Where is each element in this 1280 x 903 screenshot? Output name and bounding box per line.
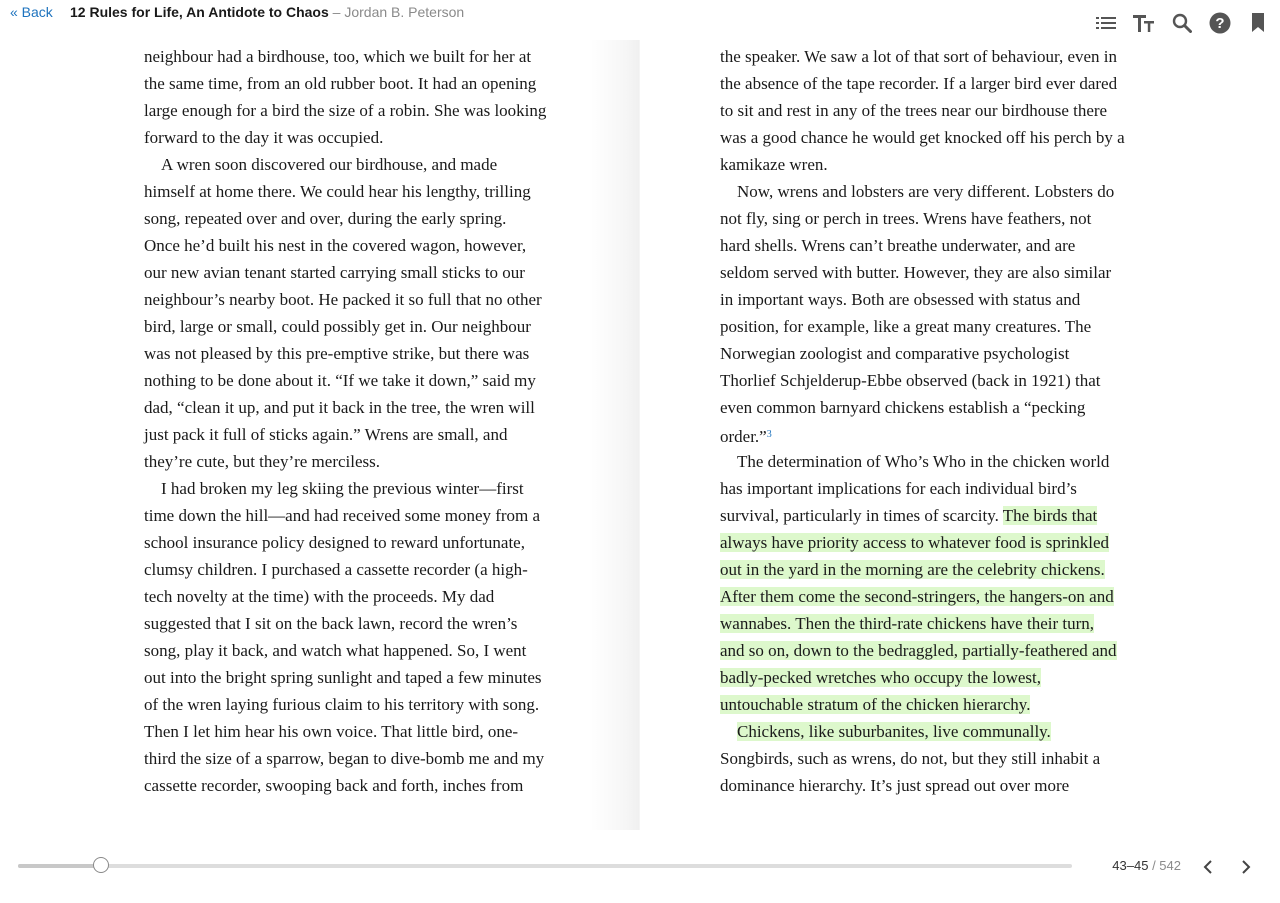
- text-line: seldom served with butter. However, they are also similar: [720, 263, 1112, 282]
- chevron-right-icon: [1240, 859, 1252, 875]
- help-icon[interactable]: [1208, 11, 1232, 35]
- text-line: of the wren laying furious claim to his territory with song.: [144, 695, 540, 714]
- text-line: the speaker. We saw a lot of that sort of behaviour, even in: [720, 47, 1118, 66]
- text-line: clumsy children. I purchased a cassette recorder (a high-: [144, 560, 528, 579]
- next-page-button[interactable]: [1234, 855, 1258, 879]
- highlighted-text[interactable]: wannabes. Then the third-rate chickens have their turn,: [720, 614, 1095, 633]
- highlighted-text[interactable]: Chickens, like suburbanites, live communally.: [737, 722, 1051, 741]
- highlighted-line: [720, 529, 1140, 556]
- text-line: suggested that I sit on the back lawn, record the wren’s: [144, 614, 518, 633]
- svg-text:?: ?: [1215, 15, 1225, 32]
- page-gutter-shadow: [590, 40, 640, 830]
- footnote-ref-link[interactable]: 3: [766, 429, 772, 440]
- book-author: Jordan B. Peterson: [344, 4, 465, 20]
- footnote-line-text: order.”: [720, 427, 767, 446]
- highlighted-text[interactable]: out in the yard in the morning are the celebrity chickens.: [720, 560, 1105, 579]
- text-line: not fly, sing or perch in trees. Wrens have feathers, not: [720, 209, 1092, 228]
- text-line: forward to the day it was occupied.: [144, 128, 384, 147]
- text-line: was not pleased by this pre-emptive strike, but there was: [144, 344, 530, 363]
- book-title-bar: [70, 4, 464, 20]
- highlighted-text[interactable]: The birds that: [1002, 506, 1098, 525]
- text-line: time down the hill—and had received some money from a: [144, 506, 541, 525]
- highlighted-line: [720, 610, 1140, 637]
- mixed-highlight-line: [720, 502, 1140, 529]
- highlighted-text[interactable]: After them come the second-stringers, the hangers-on and: [720, 587, 1114, 606]
- page-separator: /: [1148, 858, 1160, 873]
- text-line: hard shells. Wrens can’t breathe underwater, and are: [720, 236, 1076, 255]
- text-line: A wren soon discovered our birdhouse, and made: [144, 155, 498, 174]
- reading-progress-slider[interactable]: [18, 864, 1072, 868]
- text-line: they’re cute, but they’re merciless.: [144, 452, 381, 471]
- text-line: dominance hierarchy. It’s just spread out over more: [720, 776, 1070, 795]
- text-segment: survival, particularly in times of scarcity.: [720, 506, 1003, 525]
- table-of-contents-icon[interactable]: [1094, 11, 1118, 35]
- text-line: song, play it back, and watch what happened. So, I went: [144, 641, 527, 660]
- text-line: out into the bright spring sunlight and taped a few minutes: [144, 668, 542, 687]
- text-line: himself at home there. We could hear his lengthy, trilling: [144, 182, 531, 201]
- highlighted-line: [720, 556, 1140, 583]
- text-line: was a good chance he would get knocked off his perch by a: [720, 128, 1125, 147]
- book-title: 12 Rules for Life, An Antidote to Chaos: [70, 4, 329, 20]
- highlighted-line: [720, 637, 1140, 664]
- font-size-icon[interactable]: [1132, 11, 1156, 35]
- text-line: Songbirds, such as wrens, do not, but they still inhabit a: [720, 749, 1101, 768]
- highlighted-line: [720, 718, 1140, 745]
- progress-fill: [18, 864, 101, 868]
- text-line: in important ways. Both are obsessed with status and: [720, 290, 1081, 309]
- text-line: tech novelty at the time) with the proceeds. My dad: [144, 587, 495, 606]
- text-line: just pack it full of sticks again.” Wrens are small, and: [144, 425, 508, 444]
- bookmark-icon[interactable]: [1246, 11, 1270, 35]
- footnote-line: [720, 421, 1140, 448]
- text-line: the absence of the tape recorder. If a larger bird ever dared: [720, 74, 1118, 93]
- text-line: Then I let him hear his own voice. That little bird, one-: [144, 722, 519, 741]
- previous-page-button[interactable]: [1196, 855, 1220, 879]
- highlighted-text[interactable]: untouchable stratum of the chicken hierarchy.: [720, 695, 1031, 714]
- text-line: bird, large or small, could possibly get in. Our neighbour: [144, 317, 531, 336]
- text-line: Norwegian zoologist and comparative psychologist: [720, 344, 1070, 363]
- text-line: cassette recorder, swooping back and forth, inches from: [144, 776, 524, 795]
- text-line: has important implications for each individual bird’s: [720, 479, 1077, 498]
- text-line: neighbour had a birdhouse, too, which we built for her at: [144, 47, 532, 66]
- text-line: nothing to be done about it. “If we take it down,” said my: [144, 371, 536, 390]
- text-line: I had broken my leg skiing the previous winter—first: [144, 479, 524, 498]
- text-line: even common barnyard chickens establish a “pecking: [720, 398, 1086, 417]
- text-line: Once he’d built his nest in the covered wagon, however,: [144, 236, 527, 255]
- text-line: our new avian tenant started carrying small sticks to our: [144, 263, 525, 282]
- text-line: dad, “clean it up, and put it back in the tree, the wren will: [144, 398, 535, 417]
- text-line: the same time, from an old rubber boot. It had an opening: [144, 74, 537, 93]
- text-line: song, repeated over and over, during the early spring.: [144, 209, 507, 228]
- highlighted-text[interactable]: and so on, down to the bedraggled, partially-feathered and: [720, 641, 1117, 660]
- top-bar: [0, 0, 1280, 40]
- text-line: to sit and rest in any of the trees near our birdhouse there: [720, 101, 1108, 120]
- left-page: [144, 43, 564, 799]
- total-pages: 542: [1159, 858, 1181, 873]
- highlighted-text[interactable]: always have priority access to whatever food is sprinkled: [720, 533, 1109, 552]
- highlighted-text[interactable]: badly-pecked wretches who occupy the lowest,: [720, 668, 1041, 687]
- text-line: neighbour’s nearby boot. He packed it so full that no other: [144, 290, 542, 309]
- chevron-left-icon: [1202, 859, 1214, 875]
- text-line: Now, wrens and lobsters are very different. Lobsters do: [720, 182, 1115, 201]
- text-line: The determination of Who’s Who in the chicken world: [720, 452, 1110, 471]
- search-icon[interactable]: [1170, 11, 1194, 35]
- text-line: third the size of a sparrow, began to dive-bomb me and my: [144, 749, 545, 768]
- highlighted-line: [720, 664, 1140, 691]
- current-page-range: 43–45: [1112, 858, 1149, 873]
- reader-toolbar: [1080, 11, 1270, 35]
- progress-slider-handle[interactable]: [93, 857, 109, 873]
- text-line: kamikaze wren.: [720, 155, 828, 174]
- right-page: [720, 43, 1140, 799]
- page-indicator: [1112, 858, 1181, 873]
- title-separator: –: [328, 4, 345, 20]
- text-line: large enough for a bird the size of a robin. She was looking: [144, 101, 547, 120]
- text-line: Thorlief Schjelderup-Ebbe observed (back in 1921) that: [720, 371, 1101, 390]
- text-line: school insurance policy designed to reward unfortunate,: [144, 533, 525, 552]
- back-link[interactable]: « Back: [10, 4, 53, 20]
- highlighted-line: [720, 583, 1140, 610]
- highlighted-line: [720, 691, 1140, 718]
- text-line: position, for example, like a great many creatures. The: [720, 317, 1092, 336]
